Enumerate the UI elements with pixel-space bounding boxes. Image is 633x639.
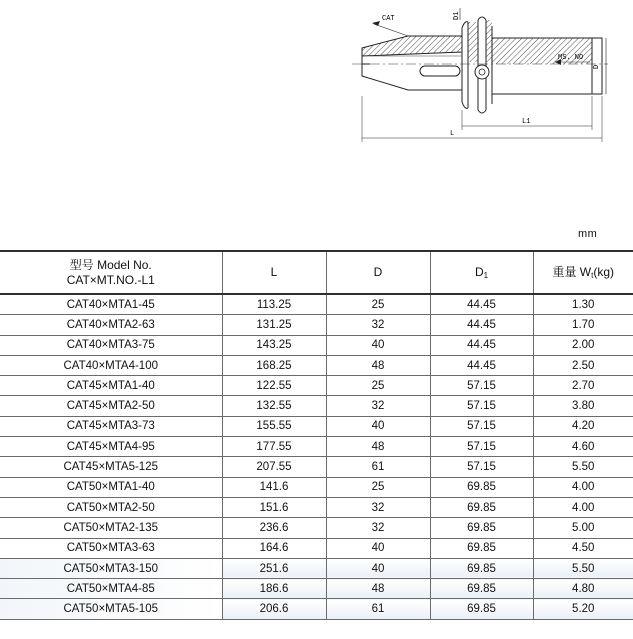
weight-cell: 4.50 — [533, 538, 633, 558]
l-cell: 186.6 — [222, 579, 326, 599]
model-cell: CAT40×MTA1-45 — [0, 294, 222, 315]
model-cell: CAT50×MTA1-40 — [0, 477, 222, 497]
d1-cell: 57.15 — [430, 416, 533, 436]
weight-header — [533, 251, 633, 294]
d-label: D — [593, 64, 601, 69]
model-cell: CAT40×MTA4-100 — [0, 355, 222, 375]
d-cell: 48 — [326, 579, 430, 599]
l-cell: 164.6 — [222, 538, 326, 558]
table-row — [0, 497, 633, 517]
weight-cell: 4.20 — [533, 416, 633, 436]
d1-cell: 57.15 — [430, 457, 533, 477]
table-header-row — [0, 251, 633, 294]
table-row — [0, 335, 633, 355]
table-row — [0, 376, 633, 396]
weight-cell: 1.70 — [533, 315, 633, 335]
d1-header-main: D — [474, 264, 484, 279]
weight-cell: 5.50 — [533, 558, 633, 578]
d-cell: 61 — [326, 457, 430, 477]
l-cell: 206.6 — [222, 599, 326, 619]
l-cell: 168.25 — [222, 355, 326, 375]
weight-cell: 4.00 — [533, 477, 633, 497]
weight-cell: 2.50 — [533, 355, 633, 375]
weight-header-sub: t — [591, 270, 594, 280]
d-cell: 48 — [326, 355, 430, 375]
table-row — [0, 315, 633, 335]
d-cell: 32 — [326, 518, 430, 538]
weight-cell: 3.80 — [533, 396, 633, 416]
d1-cell: 44.45 — [430, 355, 533, 375]
table-row — [0, 355, 633, 375]
model-cell: CAT50×MTA3-63 — [0, 538, 222, 558]
weight-cell: 4.00 — [533, 497, 633, 517]
weight-cell: 2.70 — [533, 376, 633, 396]
model-cell: CAT45×MTA2-50 — [0, 396, 222, 416]
d1-cell: 69.85 — [430, 579, 533, 599]
weight-header-main: 重量 W — [552, 264, 592, 279]
d1-cell: 69.85 — [430, 518, 533, 538]
d1-cell: 69.85 — [430, 558, 533, 578]
d1-header — [430, 251, 533, 294]
l-cell: 122.55 — [222, 376, 326, 396]
d1-cell: 69.85 — [430, 477, 533, 497]
model-cell: CAT40×MTA2-63 — [0, 315, 222, 335]
d-cell: 40 — [326, 416, 430, 436]
d-cell: 25 — [326, 376, 430, 396]
model-cell: CAT45×MTA3-73 — [0, 416, 222, 436]
model-cell: CAT50×MTA2-50 — [0, 497, 222, 517]
weight-cell: 5.20 — [533, 599, 633, 619]
d1-label: D1 — [453, 11, 461, 20]
d1-cell: 44.45 — [430, 294, 533, 315]
table-row — [0, 294, 633, 315]
l1-label: L1 — [522, 118, 531, 126]
model-cell: CAT45×MTA4-95 — [0, 437, 222, 457]
model-cell: CAT50×MTA4-85 — [0, 579, 222, 599]
d-cell: 61 — [326, 599, 430, 619]
weight-cell: 5.50 — [533, 457, 633, 477]
table-row — [0, 457, 633, 477]
d1-cell: 57.15 — [430, 396, 533, 416]
table-row — [0, 416, 633, 436]
model-header-line1: 型号 Model No. — [69, 257, 152, 272]
ms-no-label: MS. NO — [558, 54, 584, 62]
table-row — [0, 599, 633, 619]
spec-table — [0, 250, 633, 620]
d-cell: 32 — [326, 497, 430, 517]
weight-cell: 2.00 — [533, 335, 633, 355]
l-cell: 207.55 — [222, 457, 326, 477]
l-cell: 155.55 — [222, 416, 326, 436]
l-cell: 151.6 — [222, 497, 326, 517]
l-cell: 143.25 — [222, 335, 326, 355]
weight-cell: 4.80 — [533, 579, 633, 599]
d1-cell: 57.15 — [430, 437, 533, 457]
model-cell: CAT40×MTA3-75 — [0, 335, 222, 355]
weight-cell: 5.00 — [533, 518, 633, 538]
table-row — [0, 437, 633, 457]
l-cell: 236.6 — [222, 518, 326, 538]
model-cell: CAT50×MTA5-105 — [0, 599, 222, 619]
l-cell: 132.55 — [222, 396, 326, 416]
weight-header-unit: (kg) — [593, 264, 615, 279]
d1-header-sub: 1 — [483, 270, 489, 280]
d1-cell: 44.45 — [430, 335, 533, 355]
l-header: L — [222, 251, 326, 294]
weight-cell: 4.60 — [533, 437, 633, 457]
model-header — [0, 251, 222, 294]
d1-cell: 69.85 — [430, 599, 533, 619]
d1-cell: 69.85 — [430, 538, 533, 558]
weight-cell: 1.30 — [533, 294, 633, 315]
d-cell: 32 — [326, 396, 430, 416]
table-row — [0, 396, 633, 416]
d-cell: 48 — [326, 437, 430, 457]
d1-cell: 57.15 — [430, 376, 533, 396]
d-header: D — [326, 251, 430, 294]
cat-label: CAT — [382, 15, 395, 23]
l-cell: 131.25 — [222, 315, 326, 335]
d-cell: 40 — [326, 558, 430, 578]
model-cell: CAT50×MTA2-135 — [0, 518, 222, 538]
d1-cell: 44.45 — [430, 315, 533, 335]
table-row — [0, 538, 633, 558]
table-row — [0, 518, 633, 538]
unit-label: mm — [578, 228, 598, 240]
d-cell: 32 — [326, 315, 430, 335]
d-cell: 25 — [326, 477, 430, 497]
l-cell: 141.6 — [222, 477, 326, 497]
d-cell: 25 — [326, 294, 430, 315]
l-cell: 177.55 — [222, 437, 326, 457]
l-label: L — [450, 130, 455, 138]
l-cell: 251.6 — [222, 558, 326, 578]
tool-holder-drawing — [350, 6, 612, 156]
model-header-line2: CAT×MT.NO.-L1 — [66, 272, 155, 287]
d-cell: 40 — [326, 335, 430, 355]
model-cell: CAT50×MTA3-150 — [0, 558, 222, 578]
table-row — [0, 477, 633, 497]
l-cell: 113.25 — [222, 294, 326, 315]
d1-cell: 69.85 — [430, 497, 533, 517]
table-row — [0, 579, 633, 599]
d-cell: 40 — [326, 538, 430, 558]
table-row — [0, 558, 633, 578]
model-cell: CAT45×MTA1-40 — [0, 376, 222, 396]
model-cell: CAT45×MTA5-125 — [0, 457, 222, 477]
